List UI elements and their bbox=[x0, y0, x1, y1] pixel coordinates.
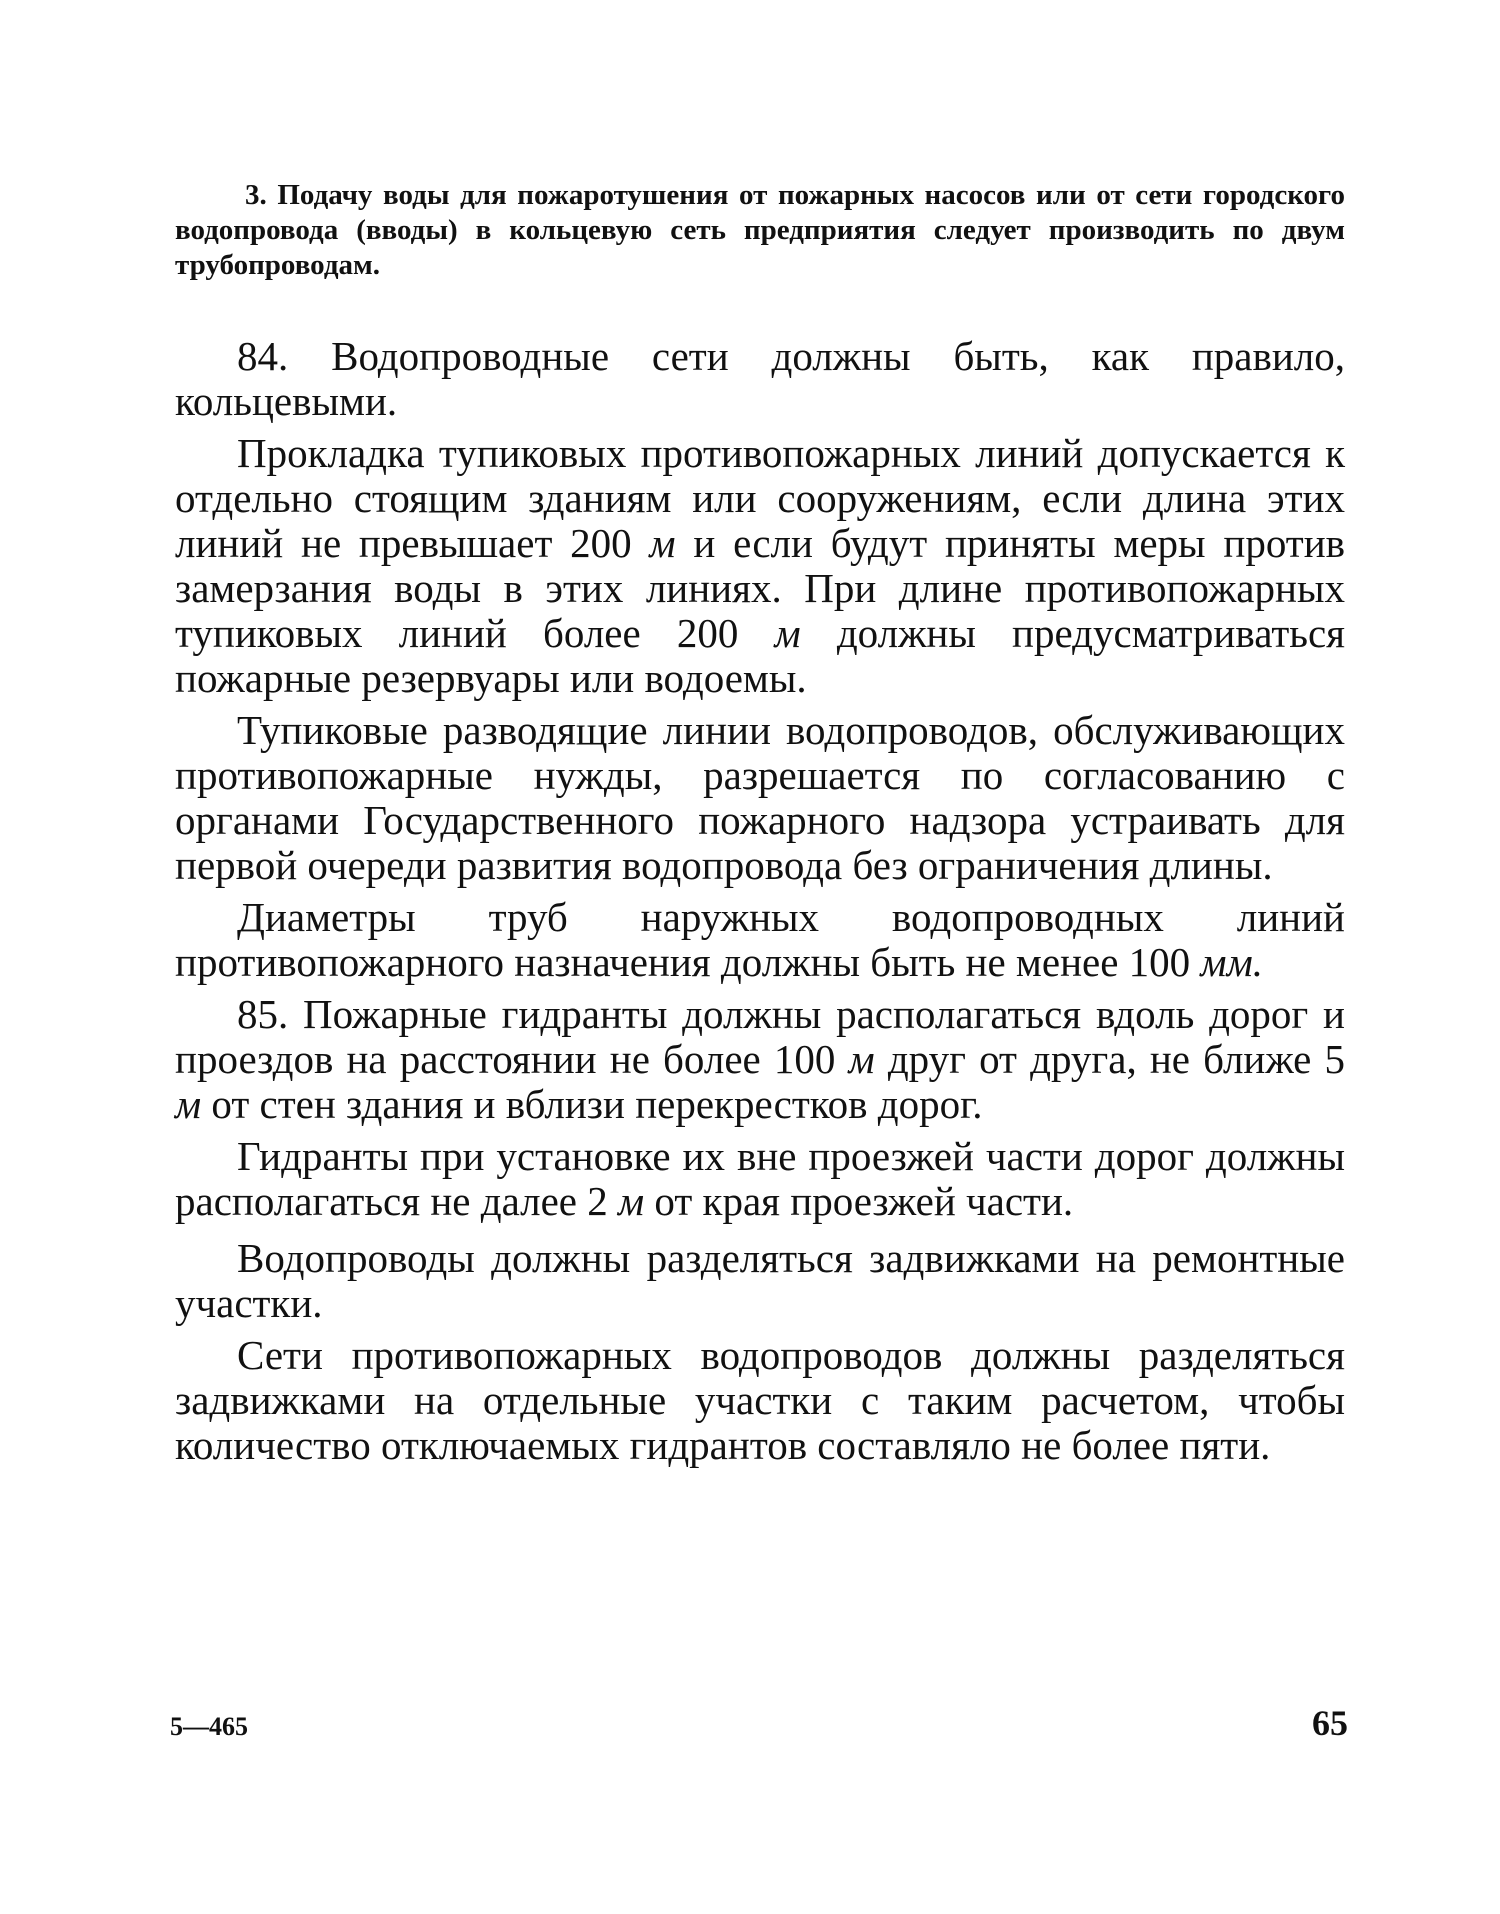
main-text bbox=[175, 322, 1345, 1475]
paragraph-fire-network-sections: Сети противопожарных водопроводов должны разделяться задвижками на отдельные участки с таким расчетом, чтобы количество отключаемых гидрантов составляло не более пяти. bbox=[175, 1332, 1345, 1468]
text-run: от края проезжей части. bbox=[644, 1178, 1074, 1224]
unit-meters: м bbox=[649, 520, 676, 566]
text-run: от стен здания и вблизи перекрестков дорог. bbox=[201, 1081, 983, 1127]
text-run: 85. Пожарные гидранты должны располагаться вдоль дорог и проездов на расстоянии не более 100 bbox=[175, 991, 1345, 1082]
paragraph-dead-end-lines bbox=[175, 431, 1345, 701]
paragraph-84: 84. Водопроводные сети должны быть, как правило, кольцевыми. bbox=[175, 333, 1345, 424]
page-number: 65 bbox=[1312, 1703, 1348, 1743]
intro-paragraph: 3. Подачу воды для пожаротушения от пожарных насосов или от сети городского водопровода (вводы) в кольцевую сеть предприятия следует производить по двум трубопроводам. bbox=[175, 179, 1345, 281]
text-run: Диаметры труб наружных водопроводных линий противопожарного назначения должны быть не менее 100 bbox=[175, 894, 1345, 985]
unit-meters: м bbox=[848, 1036, 875, 1082]
text-run: и если будут приняты меры против замерзания воды в этих линиях. При длине противопожарных тупиковых линий более 200 bbox=[175, 520, 1345, 656]
unit-meters: м bbox=[618, 1178, 645, 1224]
unit-millimeters: мм. bbox=[1200, 939, 1263, 985]
unit-meters: м bbox=[175, 1081, 202, 1127]
text-run: должны предусматриваться пожарные резервуары или водоемы. bbox=[175, 610, 1346, 701]
text-run: Прокладка тупиковых противопожарных линий допускается к отдельно стоящим зданиям или сооружениям, если длина этих линий не превышает 200 bbox=[175, 430, 1345, 566]
paragraph-hydrant-placement bbox=[175, 1134, 1345, 1224]
text-run: друг от друга, не ближе 5 bbox=[874, 1036, 1345, 1082]
paragraph-85 bbox=[175, 992, 1345, 1127]
paragraph-dead-end-distribution: Тупиковые разводящие линии водопроводов, обслуживающих противопожарные нужды, разрешается по согласованию с органами Государственного пожарного надзора устраивать для первой очереди развития водопровода без ограничения длины. bbox=[175, 707, 1345, 888]
unit-meters: м bbox=[774, 610, 801, 656]
paragraph-repair-sections: Водопроводы должны разделяться задвижками на ремонтные участки. bbox=[175, 1235, 1345, 1326]
print-signature: 5—465 bbox=[170, 1712, 248, 1741]
text-run: Гидранты при установке их вне проезжей части дорог должны располагаться не далее 2 bbox=[175, 1133, 1345, 1224]
paragraph-pipe-diameter bbox=[175, 895, 1345, 985]
